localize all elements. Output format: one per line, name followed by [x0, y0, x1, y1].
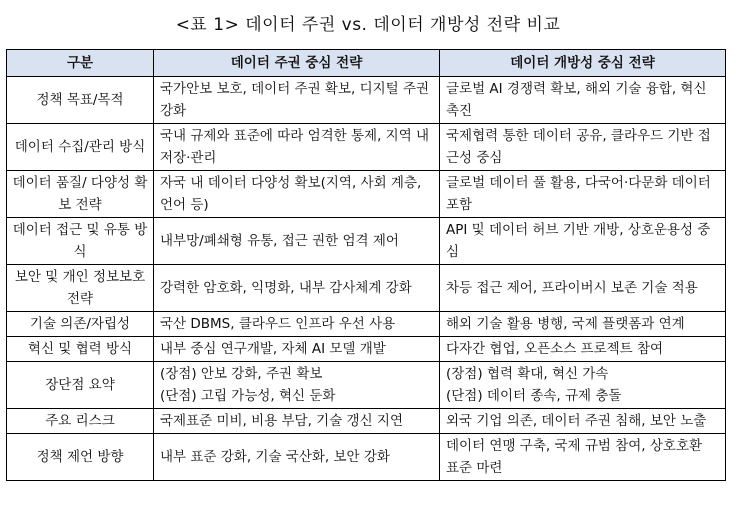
- row-openness: API 및 데이터 허브 기반 개방, 상호운용성 중심: [440, 218, 726, 265]
- row-sovereignty: 국내 규제와 표준에 따라 엄격한 통제, 지역 내 저장·관리: [154, 124, 440, 171]
- header-openness: 데이터 개방성 중심 전략: [440, 50, 726, 77]
- row-category: 정책 제언 방향: [7, 434, 154, 481]
- row-sovereignty: 자국 내 데이터 다양성 확보(지역, 사회 계층, 언어 등): [154, 171, 440, 218]
- row-sovereignty: 내부 중심 연구개발, 자체 AI 모델 개발: [154, 337, 440, 362]
- row-openness: 외국 기업 의존, 데이터 주권 침해, 보안 노출: [440, 409, 726, 434]
- header-row: [7, 50, 726, 77]
- row-openness: 국제협력 통한 데이터 공유, 클라우드 기반 접근성 중심: [440, 124, 726, 171]
- row-openness: 해외 기술 활용 병행, 국제 플랫폼과 연계: [440, 312, 726, 337]
- row-openness: 글로벌 데이터 풀 활용, 다국어·다문화 데이터 포함: [440, 171, 726, 218]
- row-openness: (장점) 협력 확대, 혁신 가속 (단점) 데이터 종속, 규제 충돌: [440, 362, 726, 409]
- row-openness: 글로벌 AI 경쟁력 확보, 해외 기술 융합, 혁신 촉진: [440, 77, 726, 124]
- row-sovereignty: (장점) 안보 강화, 주권 확보 (단점) 고립 가능성, 혁신 둔화: [154, 362, 440, 409]
- row-category: 기술 의존/자립성: [7, 312, 154, 337]
- table-row: [7, 312, 726, 337]
- row-openness: 다자간 협업, 오픈소스 프로젝트 참여: [440, 337, 726, 362]
- row-openness: 데이터 연맹 구축, 국제 규범 참여, 상호호환 표준 마련: [440, 434, 726, 481]
- header-sovereignty: 데이터 주권 중심 전략: [154, 50, 440, 77]
- table-row: [7, 362, 726, 409]
- table-row: [7, 409, 726, 434]
- row-category: 데이터 수집/관리 방식: [7, 124, 154, 171]
- table-row: [7, 77, 726, 124]
- table-row: [7, 124, 726, 171]
- comparison-table: [6, 49, 726, 481]
- row-sovereignty: 내부 표준 강화, 기술 국산화, 보안 강화: [154, 434, 440, 481]
- row-category: 데이터 접근 및 유통 방식: [7, 218, 154, 265]
- row-category: 주요 리스크: [7, 409, 154, 434]
- row-sovereignty: 국산 DBMS, 클라우드 인프라 우선 사용: [154, 312, 440, 337]
- table-row: [7, 265, 726, 312]
- row-sovereignty: 강력한 암호화, 익명화, 내부 감사체계 강화: [154, 265, 440, 312]
- row-sovereignty: 국제표준 미비, 비용 부담, 기술 갱신 지연: [154, 409, 440, 434]
- header-category: 구분: [7, 50, 154, 77]
- row-openness: 차등 접근 제어, 프라이버시 보존 기술 적용: [440, 265, 726, 312]
- table-row: [7, 434, 726, 481]
- table-caption: <표 1> 데이터 주권 vs. 데이터 개방성 전략 비교: [175, 15, 561, 35]
- row-category: 장단점 요약: [7, 362, 154, 409]
- row-category: 보안 및 개인 정보보호 전략: [7, 265, 154, 312]
- table-row: [7, 171, 726, 218]
- table-row: [7, 337, 726, 362]
- row-category: 정책 목표/목적: [7, 77, 154, 124]
- row-sovereignty: 내부망/폐쇄형 유통, 접근 권한 엄격 제어: [154, 218, 440, 265]
- row-category: 데이터 품질/ 다양성 확보 전략: [7, 171, 154, 218]
- row-sovereignty: 국가안보 보호, 데이터 주권 확보, 디지털 주권 강화: [154, 77, 440, 124]
- row-category: 혁신 및 협력 방식: [7, 337, 154, 362]
- table-row: [7, 218, 726, 265]
